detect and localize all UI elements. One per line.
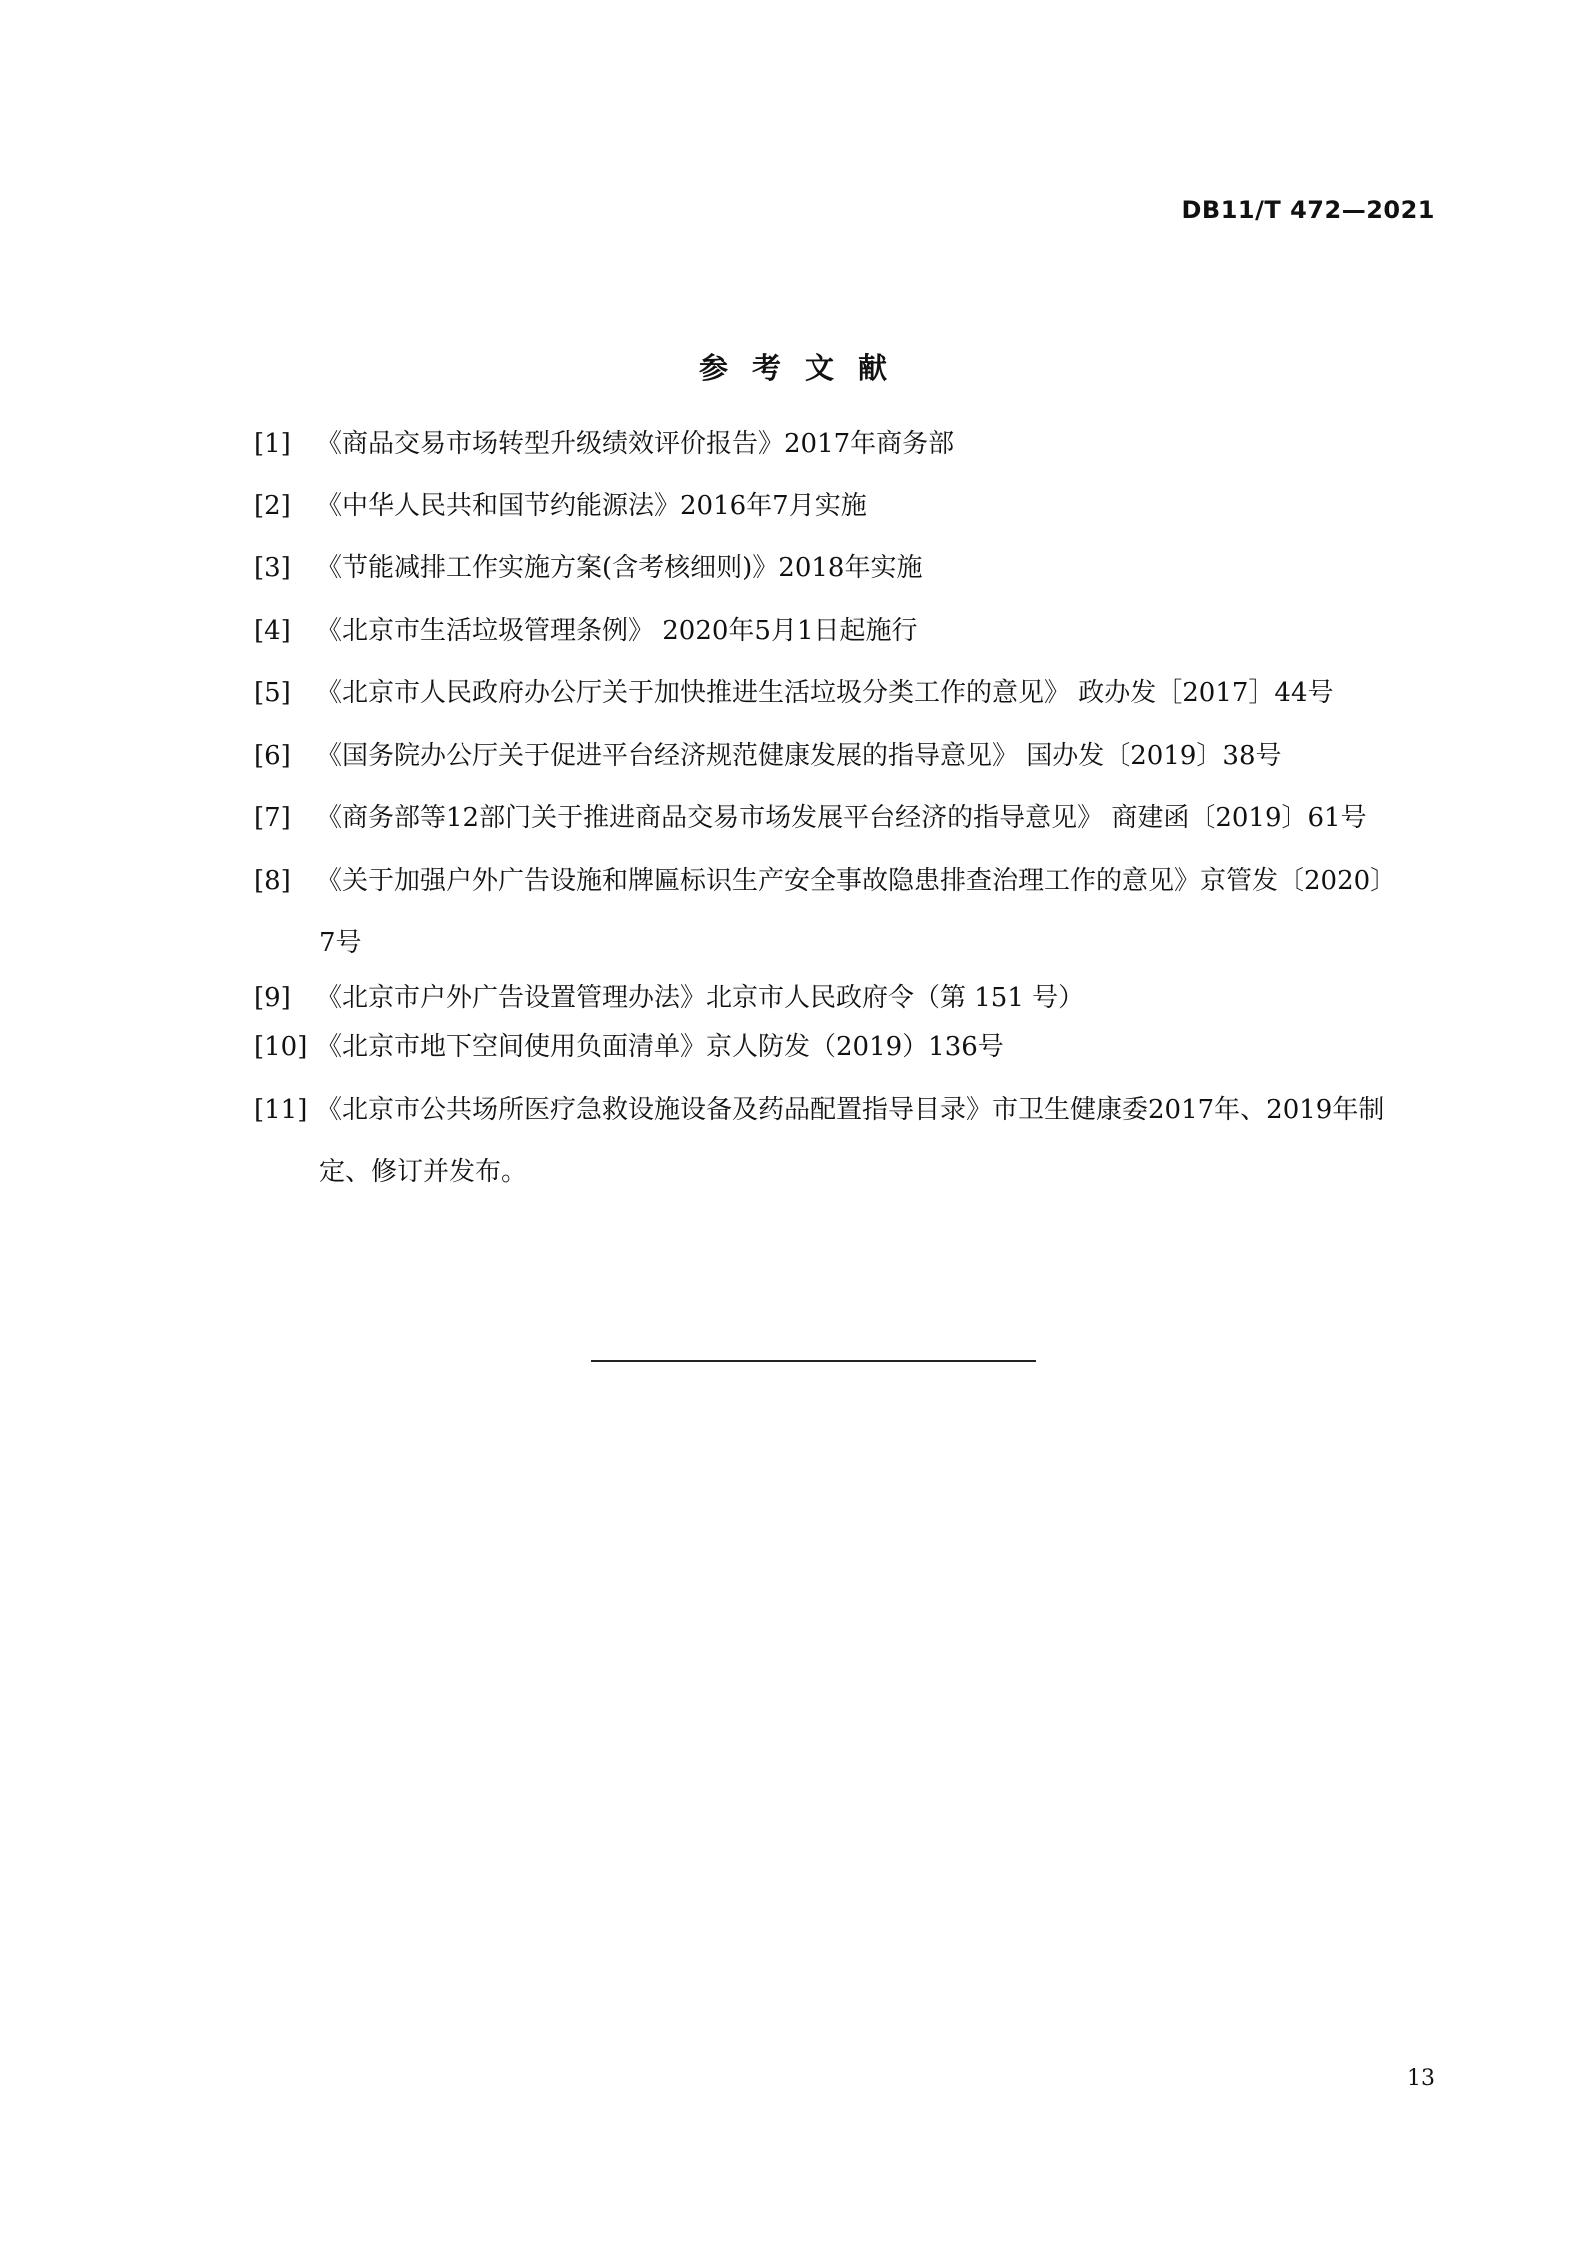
reference-number: [5] — [254, 678, 291, 708]
reference-number: [9] — [254, 983, 291, 1013]
reference-item-5 — [254, 678, 1454, 708]
reference-item-8 — [254, 866, 1454, 958]
reference-continuation: 定、修订并发布。 — [319, 1157, 528, 1187]
reference-item-6 — [254, 741, 1454, 771]
reference-number: [1] — [254, 429, 291, 459]
reference-continuation: 7号 — [319, 928, 362, 958]
reference-item-9 — [254, 983, 1454, 1013]
reference-item-11 — [254, 1095, 1454, 1187]
reference-item-10 — [254, 1032, 1454, 1062]
reference-item-2 — [254, 491, 1454, 521]
reference-item-4 — [254, 616, 1454, 646]
reference-number: [6] — [254, 741, 291, 771]
reference-text: 《商品交易市场转型升级绩效评价报告》2017年商务部 — [316, 429, 955, 459]
reference-text: 《中华人民共和国节约能源法》2016年7月实施 — [316, 491, 867, 521]
standard-code: DB11/T 472—2021 — [1181, 196, 1435, 224]
reference-number: [7] — [254, 803, 291, 833]
reference-text: 《关于加强户外广告设施和牌匾标识生产安全事故隐患排查治理工作的意见》京管发〔2020〕 — [316, 866, 1397, 896]
reference-text: 《北京市公共场所医疗急救设施设备及药品配置指导目录》市卫生健康委2017年、2019年制 — [316, 1095, 1385, 1125]
reference-number: [10] — [254, 1032, 308, 1062]
reference-number: [8] — [254, 866, 291, 896]
reference-text: 《北京市地下空间使用负面清单》京人防发（2019）136号 — [316, 1032, 1004, 1062]
reference-text: 《国务院办公厅关于促进平台经济规范健康发展的指导意见》 国办发〔2019〕38号 — [316, 741, 1282, 771]
reference-number: [4] — [254, 616, 291, 646]
reference-number: [3] — [254, 553, 291, 583]
reference-text: 《商务部等12部门关于推进商品交易市场发展平台经济的指导意见》 商建函〔2019〕61号 — [316, 803, 1367, 833]
reference-item-1 — [254, 429, 1454, 459]
page-number: 13 — [1407, 2066, 1435, 2091]
end-of-document-rule — [591, 1360, 1036, 1362]
reference-text: 《北京市生活垃圾管理条例》 2020年5月1日起施行 — [316, 616, 918, 646]
section-title: 参考文献 — [698, 351, 911, 385]
reference-number: [2] — [254, 491, 291, 521]
reference-text: 《北京市人民政府办公厅关于加快推进生活垃圾分类工作的意见》 政办发［2017］44号 — [316, 678, 1334, 708]
reference-number: [11] — [254, 1095, 308, 1125]
reference-text: 《节能减排工作实施方案(含考核细则)》2018年实施 — [316, 553, 923, 583]
reference-item-3 — [254, 553, 1454, 583]
reference-item-7 — [254, 803, 1454, 833]
reference-text: 《北京市户外广告设置管理办法》北京市人民政府令（第 151 号） — [316, 983, 1085, 1013]
